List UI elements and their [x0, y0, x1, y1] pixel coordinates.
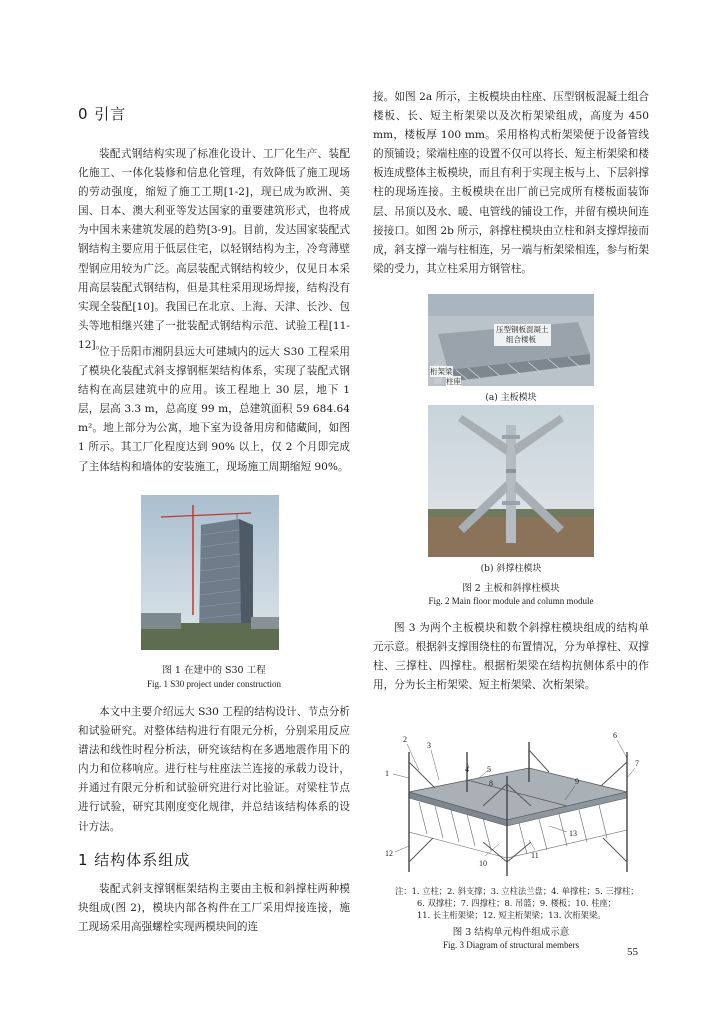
figure-3-number: 10 [479, 859, 487, 868]
figure-2a-subcaption: (a) 主板模块 [485, 393, 537, 403]
structure-paragraph-3: 图 3 为两个主板模块和数个斜撑柱模块组成的结构单元示意。根据斜支撑围绕柱的布置情况，分为单撑柱、双撑柱、三撑柱、四撑柱。根据桁架梁在结构抗侧体系中的作用，分为长主桁架梁、短主桁架梁、次桁架梁。 [373, 622, 649, 692]
figure-3-number: 1 [385, 769, 389, 778]
figure-3-number: 2 [403, 735, 407, 744]
figure-3-diagram [379, 722, 645, 880]
figure-1-caption-en: Fig. 1 S30 project under construction [147, 679, 281, 689]
figure-3-number: 13 [569, 829, 577, 838]
figure-3-number: 5 [487, 765, 491, 774]
figure-3-number: 3 [427, 741, 431, 750]
left-column [78, 0, 350, 1024]
section-1-title: 1 结构体系组成 [78, 851, 191, 869]
figure-3-number: 4 [465, 765, 469, 774]
figure-1-caption: 图 1 在建中的 S30 工程 [162, 665, 266, 676]
figure-2b-subcaption: (b) 斜撑柱模块 [480, 564, 542, 574]
figure-1-photo [141, 495, 279, 650]
figure-3-number: 9 [575, 777, 579, 786]
figure-3-notes: 注：1. 立柱；2. 斜支撑；3. 立柱法兰盘；4. 单撑柱；5. 三撑柱； 6. 双撑柱；7. 四撑柱；8. 吊篮；9. 楼板；10. 柱座； 11. 长主桁架梁；12. 短主桁架梁；13. 次桁架梁。 [395, 886, 639, 920]
structure-paragraph-2: 接。如图 2a 所示，主板模块由柱座、压型钢板混凝土组合楼板、长、短主桁架梁以及次桁架梁组成，高度为 450 mm，楼板厚 100 mm。采用格构式桁架梁便于设备管线的预铺设；梁端柱座的设置不仅可以将长、短主桁架梁和楼板连成整体主板模块，而且有利于实现主板与上、下层斜撑柱的现场连接。主板模块在出厂前已完成所有楼板面装饰层、吊顶以及水、暖、电管线的铺设工作，并留有模块间连接接口。如图 2b 所示，斜撑柱模块由立柱和斜支撑焊接而成，斜支撑一端与柱相连，另一端与桁架梁相连，参与桁架梁的受力，其立柱采用方钢管柱。 [373, 91, 649, 275]
structure-paragraph-1: 装配式斜支撑钢框架结构主要由主板和斜撑柱两种模块组成(图 2)，模块内部各构件在工厂采用焊接连接，施工现场采用高强螺栓实现两模块间的连 [78, 883, 350, 934]
page-number: 55 [627, 946, 638, 958]
intro-paragraph-1: 装配式钢结构实现了标准化设计、工厂化生产、装配化施工、一体化装修和信息化管理，有效降低了施工现场的劳动强度，缩短了施工工期[1-2]，现已成为欧洲、美国、日本、澳大利亚等发达国家的重要建筑形式，也将成为中国未来建筑发展的趋势[3-9]。目前，发达国家装配式钢结构主要应用于低层住宅，以轻钢结构为主，冷弯薄壁型钢应用较为广泛。高层装配式钢结构较少，仅见日本采用高层装配式钢结构，但是其柱采用现场焊接，结构没有实现全装配[10]。我国已在北京、上海、天津、长沙、包头等地相继兴建了一批装配式钢结构示范、试验工程[11-12]。 [78, 148, 350, 351]
section-0-title: 0 引言 [78, 105, 127, 123]
figure-3-number: 8 [489, 779, 493, 788]
figure-3-number: 11 [531, 851, 539, 860]
intro-paragraph-2: 位于岳阳市湘阴县远大可建城内的远大 S30 工程采用了模块化装配式斜支撑钢框架结构体系，实现了装配式钢结构在高层建筑中的应用。该工程地上 30 层，地下 1 层，层高 3.3 m，总高度 99 m，总建筑面积 59 684.64 m²。地上部分为公寓，地下室为设备用房和储藏间，如图 1 所示。其工厂化程度达到 90% 以上，仅 2 个月即完成了主体结构和墙体的安装施工，现场施工周期缩短 90%。 [78, 346, 350, 473]
figure-3-number: 12 [385, 849, 393, 858]
intro-paragraph-3: 本文中主要介绍远大 S30 工程的结构设计、节点分析和试验研究。对整体结构进行有限元分析，分别采用反应谱法和线性时程分析法，研究该结构在多遇地震作用下的内力和位移响应。进行柱与柱座法兰连接的承载力设计，并通过有限元分析和试验研究进行对比验证。对梁柱节点进行试验，研究其刚度变化规律，并总结该结构体系的设计方法。 [78, 706, 350, 833]
figure-3-number: 6 [613, 731, 617, 740]
figure-3-caption: 图 3 结构单元构件组成示意 [452, 927, 570, 938]
figure-3-number: 7 [635, 759, 639, 768]
figure-3-caption-en: Fig. 3 Diagram of structural members [443, 940, 579, 950]
figure-2a-label-slab: 压型钢板混凝土 组合楼板 [496, 325, 549, 344]
figure-2-caption-en: Fig. 2 Main floor module and column module [428, 596, 594, 606]
figure-2a-photo [428, 294, 594, 386]
figure-2b-photo [428, 405, 594, 557]
figure-2a-label-seat: 柱座 [446, 377, 461, 386]
figure-2-caption: 图 2 主板和斜撑柱模块 [462, 583, 560, 594]
right-column [373, 0, 649, 1024]
figure-2a-label-truss: 桁架梁 [430, 367, 453, 376]
